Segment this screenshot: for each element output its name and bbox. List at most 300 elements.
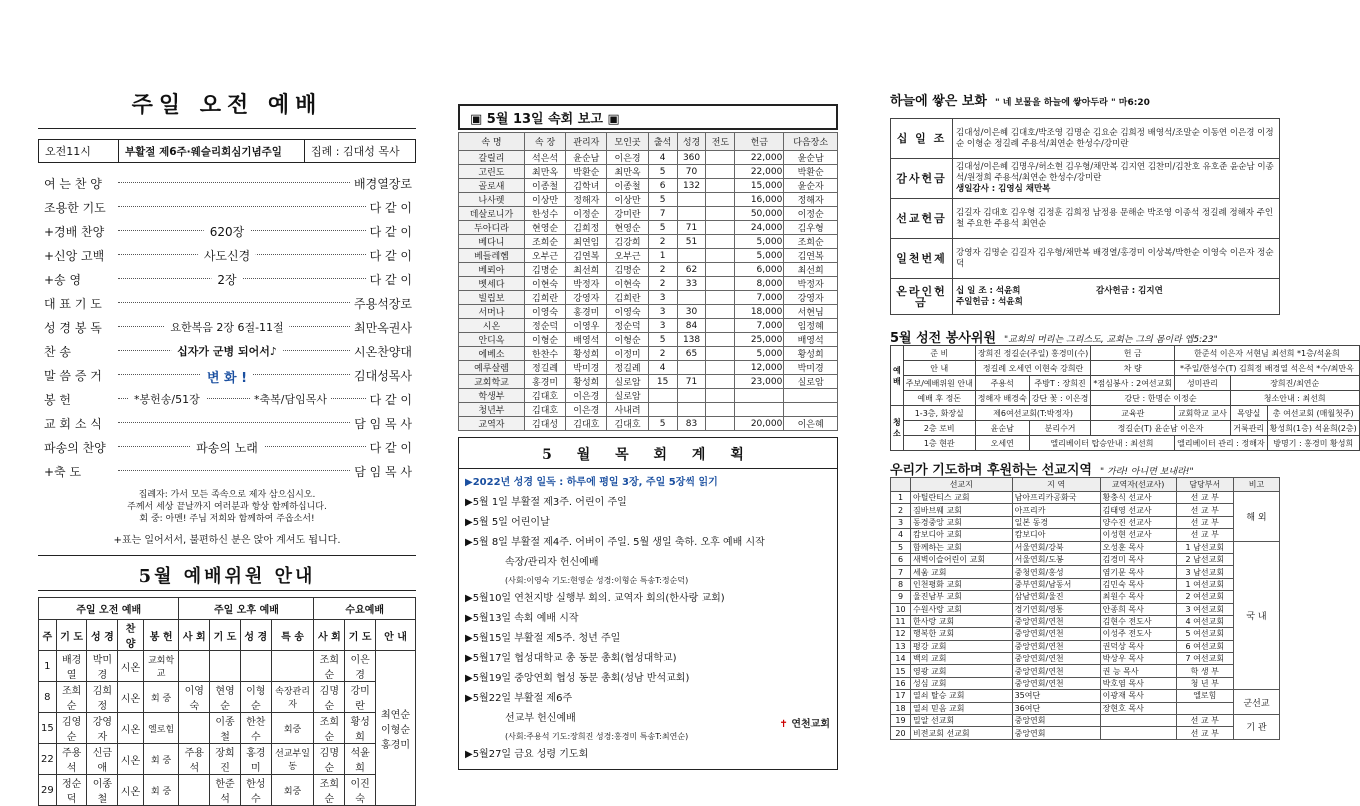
mission-row — [891, 727, 1280, 739]
report-cell: 138 — [677, 333, 706, 347]
svc-cell: 교육관 — [1091, 406, 1175, 421]
report-cell: 65 — [677, 347, 706, 361]
schedule-cell: 1 — [39, 651, 57, 682]
report-cell: 5,000 — [735, 235, 784, 249]
schedule-cell: 황성희 — [345, 713, 376, 744]
cell-report-table — [458, 132, 838, 431]
offering-text: 김대성/이은혜 김명우/허소현 김우형/채만복 김지연 김찬미/김찬호 유호준 윤순남 이종석/원정희 주용석/최연순 한성수/강미란 — [956, 162, 1274, 183]
schedule-cell: 회중 — [271, 775, 314, 806]
report-cell: 1 — [648, 249, 677, 263]
report-cell: 골로새 — [459, 179, 525, 193]
schedule-cell: 속장관리자 — [271, 682, 314, 713]
mission-cell: 김경미 목사 — [1100, 553, 1176, 565]
report-row — [459, 291, 838, 305]
mission-cell: 5 여선교회 — [1176, 628, 1233, 640]
mission-row — [891, 615, 1280, 627]
report-cell: 360 — [677, 151, 706, 165]
report-cell — [677, 193, 706, 207]
mission-row — [891, 715, 1280, 727]
service-table — [890, 345, 1360, 451]
mission-head: 교역자(선교사) — [1100, 478, 1176, 492]
order-item: +신앙 고백 — [44, 249, 105, 263]
church-logo: ✝ 연천교회 — [779, 719, 830, 730]
report-cell: 배영석 — [784, 333, 838, 347]
mission-cell: 비전교회 선교회 — [911, 727, 1013, 739]
report-cell — [706, 389, 735, 403]
schedule-head: 기 도 — [345, 620, 376, 651]
report-cell: 강영자 — [566, 291, 607, 305]
report-cell — [706, 179, 735, 193]
order-item: 찬 송 — [44, 345, 71, 359]
report-cell: 안디옥 — [459, 333, 525, 347]
report-cell: 윤순자 — [784, 179, 838, 193]
report-head: 헌금 — [735, 133, 784, 151]
report-cell: 3 — [648, 291, 677, 305]
mission-cell: 백의 교회 — [911, 653, 1013, 665]
mission-row — [891, 665, 1280, 677]
mission-cell: 안종희 목사 — [1100, 603, 1176, 615]
schedule-cell: 김명순 — [314, 744, 345, 775]
report-cell: 김강희 — [607, 235, 648, 249]
mission-cell: 일본 동경 — [1012, 516, 1100, 528]
mission-cell: 인천평화 교회 — [911, 578, 1013, 590]
mission-cell: 이성현 선교사 — [1100, 529, 1176, 541]
report-row — [459, 207, 838, 221]
report-cell: 이종철 — [607, 179, 648, 193]
mission-cell: 16 — [891, 677, 911, 689]
schedule-cell: 29 — [39, 775, 57, 806]
report-row — [459, 417, 838, 431]
mission-cell: 1 남선교회 — [1176, 541, 1233, 553]
mission-row — [891, 628, 1280, 640]
mission-cell: 캄보디아 — [1012, 529, 1100, 541]
mission-cell: 중부연회/남동서 — [1012, 578, 1100, 590]
schedule-cell: 시온 — [118, 744, 144, 775]
report-cell: 이형순 — [607, 333, 648, 347]
order-item: +송 영 — [44, 273, 82, 287]
mission-row — [891, 702, 1280, 714]
mission-row — [891, 566, 1280, 578]
standing-note: +표는 일어서서, 불편하신 분은 앉아 계셔도 됩니다. — [113, 535, 341, 546]
report-cell: 김명순 — [524, 263, 565, 277]
plan-item: ▶5월10일 연천지방 실행부 회의. 교역자 회의(한사랑 교회) — [465, 593, 725, 604]
order-detail: 십자가 군병 되어서♪ — [171, 343, 283, 359]
report-cell: 최선희 — [784, 263, 838, 277]
report-cell: 5 — [648, 417, 677, 431]
order-row — [38, 267, 416, 291]
report-cell: 2 — [648, 347, 677, 361]
report-cell: 김학녀 — [566, 179, 607, 193]
order-dots — [118, 182, 368, 183]
mission-cell: 경기연회/영통 — [1012, 603, 1100, 615]
report-cell: 18,000 — [735, 305, 784, 319]
report-cell: 7 — [648, 207, 677, 221]
report-cell: 서현님 — [784, 305, 838, 319]
report-cell: 5 — [648, 165, 677, 179]
mission-row — [891, 603, 1280, 615]
report-cell: 이영숙 — [524, 305, 565, 319]
schedule-head: 성 경 — [87, 620, 118, 651]
report-cell: 데살로니가 — [459, 207, 525, 221]
schedule-cell: 이영숙 — [179, 682, 210, 713]
report-cell: 5,000 — [735, 249, 784, 263]
mission-cell: 엘로힘 — [1176, 690, 1233, 702]
schedule-cell: 엘로힘 — [143, 713, 179, 744]
schedule-cell: 한준석 — [210, 775, 241, 806]
mission-cell: 수원사랑 교회 — [911, 603, 1013, 615]
plan-item: ▶5월19일 중앙연회 협성 동문 총회(성남 반석교회) — [465, 673, 690, 684]
plan-item: ▶5월 1일 부활절 제3주. 어린이 주일 — [465, 497, 627, 508]
mission-cell: 선 교 부 — [1176, 492, 1233, 504]
mission-cell: 김태영 선교사 — [1100, 504, 1176, 516]
report-row — [459, 235, 838, 249]
service-side-worship: 예배 — [891, 346, 904, 406]
report-cell — [677, 291, 706, 305]
report-cell: 한찬수 — [524, 347, 565, 361]
report-cell: 4 — [648, 151, 677, 165]
report-header-row — [459, 133, 838, 151]
svc-cell: 교회학교 교사 — [1175, 406, 1231, 421]
order-item: +축 도 — [44, 465, 82, 479]
report-cell — [706, 319, 735, 333]
schedule-cell: 8 — [39, 682, 57, 713]
order-row — [38, 291, 416, 315]
report-cell — [706, 347, 735, 361]
report-cell — [706, 333, 735, 347]
offering-names — [953, 119, 1280, 159]
benediction-line: 주께서 세상 끝날까지 여러분과 항상 함께하십니다. — [127, 502, 327, 512]
schedule-row — [39, 651, 416, 682]
schedule-head: 찬 양 — [118, 620, 144, 651]
mission-cell: 아틸란티스 교회 — [911, 492, 1013, 504]
report-cell: 김연복 — [566, 249, 607, 263]
report-cell: 정길례 — [607, 361, 648, 375]
schedule-cell: 석윤희 — [345, 744, 376, 775]
worship-order-section — [38, 80, 416, 805]
schedule-table — [38, 597, 416, 806]
order-row — [38, 411, 416, 435]
mission-row — [891, 677, 1280, 689]
report-cell: 벳세다 — [459, 277, 525, 291]
report-cell: 5 — [648, 193, 677, 207]
mission-cell: 청 년 부 — [1176, 677, 1233, 689]
report-cell: 박미경 — [784, 361, 838, 375]
mission-head: 비고 — [1234, 478, 1280, 492]
report-cell: 7,000 — [735, 319, 784, 333]
report-cell: 이현숙 — [607, 277, 648, 291]
report-cell: 2 — [648, 277, 677, 291]
report-cell: 30 — [677, 305, 706, 319]
mission-cell: 17 — [891, 690, 911, 702]
mission-cell: 이성주 전도사 — [1100, 628, 1176, 640]
offering-names — [953, 239, 1280, 279]
mission-note: 국 내 — [1234, 541, 1280, 690]
report-cell: 84 — [677, 319, 706, 333]
svc-cell: 주방T : 장희진 — [1029, 376, 1091, 391]
report-cell: 이은경 — [607, 151, 648, 165]
schedule-cell: 주용석 — [179, 744, 210, 775]
report-cell — [706, 375, 735, 389]
report-head: 모인곳 — [607, 133, 648, 151]
report-cell — [677, 403, 706, 417]
schedule-head: 안 내 — [376, 620, 416, 651]
schedule-cell: 신금애 — [87, 744, 118, 775]
order-person: 다 같 이 — [366, 439, 412, 456]
report-row — [459, 347, 838, 361]
report-cell — [706, 193, 735, 207]
schedule-cell: 시온 — [118, 651, 144, 682]
report-cell: 33 — [677, 277, 706, 291]
report-cell: 황성희 — [784, 347, 838, 361]
schedule-cell: 회 중 — [143, 744, 179, 775]
mission-cell: 19 — [891, 715, 911, 727]
svc-cell: 1층 현관 — [903, 436, 975, 451]
mission-cell: 중앙연회/연천 — [1012, 653, 1100, 665]
svc-cell: 윤순남 — [975, 421, 1029, 436]
report-cell: 62 — [677, 263, 706, 277]
mission-row — [891, 690, 1280, 702]
report-cell — [706, 221, 735, 235]
mission-row — [891, 504, 1280, 516]
report-cell: 강영자 — [784, 291, 838, 305]
service-leader: 집례 : 김대성 목사 — [311, 145, 400, 158]
schedule-cell: 시온 — [118, 682, 144, 713]
mission-cell: 서울연회/강북 — [1012, 541, 1100, 553]
order-detail: 620장 — [204, 223, 251, 240]
report-cell — [735, 403, 784, 417]
mission-cell: 중앙연회 — [1012, 727, 1100, 739]
report-cell: 윤순남 — [566, 151, 607, 165]
mission-cell: 중앙연회/연천 — [1012, 665, 1100, 677]
report-cell: 최선희 — [566, 263, 607, 277]
order-row — [38, 339, 416, 363]
mission-cell: 중청연회/홍성 — [1012, 566, 1100, 578]
report-head: 전도 — [706, 133, 735, 151]
order-row — [38, 243, 416, 267]
mission-cell: 박상우 목사 — [1100, 653, 1176, 665]
mission-cell: 14 — [891, 653, 911, 665]
svc-cell: 강단 : 한명순 이정순 — [1091, 391, 1230, 406]
report-cell: 24,000 — [735, 221, 784, 235]
schedule-cell: 배경열 — [56, 651, 87, 682]
svc-cell: 주보/예배위원 안내 — [903, 376, 975, 391]
mission-cell: 선 교 부 — [1176, 727, 1233, 739]
schedule-cell: 이종철 — [210, 713, 241, 744]
report-cell — [648, 403, 677, 417]
order-person: 담 임 목 사 — [350, 415, 412, 432]
offering-label: 십 일 조 — [891, 119, 953, 159]
mission-cell — [1100, 727, 1176, 739]
order-person: 시온찬양대 — [350, 343, 412, 360]
report-cell: 예루살렘 — [459, 361, 525, 375]
mission-row — [891, 578, 1280, 590]
report-cell — [706, 403, 735, 417]
svc-cell: 헌 금 — [1091, 346, 1175, 361]
service-side-cleaning: 청소 — [891, 406, 904, 451]
schedule-head: 사 회 — [314, 620, 345, 651]
offering-table — [890, 118, 1280, 315]
report-cell — [784, 389, 838, 403]
schedule-cell: 주용석 — [56, 744, 87, 775]
mission-cell: 김민숙 목사 — [1100, 578, 1176, 590]
report-cell: 박정자 — [784, 277, 838, 291]
schedule-cell — [179, 651, 210, 682]
order-list — [38, 171, 416, 483]
svc-cell: 주용석 — [975, 376, 1029, 391]
mission-cell: 남아프리카공화국 — [1012, 492, 1100, 504]
svc-cell: 예배 후 정돈 — [903, 391, 975, 406]
mission-cell: 중앙연회 — [1012, 715, 1100, 727]
mission-cell: 5 — [891, 541, 911, 553]
report-cell: 베다니 — [459, 235, 525, 249]
mission-row — [891, 516, 1280, 528]
report-cell: 이정순 — [784, 207, 838, 221]
benediction-text — [38, 489, 416, 525]
report-cell: 5 — [648, 221, 677, 235]
mission-cell: 울진남부 교회 — [911, 591, 1013, 603]
mission-cell: 권덕상 목사 — [1100, 640, 1176, 652]
benediction-line: 회 중: 아멘! 주님 저희와 함께하여 주옵소서! — [139, 514, 315, 524]
mission-cell: 3 여선교회 — [1176, 603, 1233, 615]
mission-cell: 35여단 — [1012, 690, 1100, 702]
mission-cell — [1100, 715, 1176, 727]
svc-cell: 2층 로비 — [903, 421, 975, 436]
schedule-cell: 한찬수 — [240, 713, 271, 744]
schedule-head: 기 도 — [56, 620, 87, 651]
report-cell: 나사렛 — [459, 193, 525, 207]
svc-cell: 정길순(T) 윤순남 이은자 — [1091, 421, 1230, 436]
svc-cell: 분리수거 — [1029, 421, 1091, 436]
order-row — [38, 363, 416, 387]
report-row — [459, 263, 838, 277]
mission-cell: 짐바브웨 교회 — [911, 504, 1013, 516]
report-cell: 정순덕 — [524, 319, 565, 333]
offering-text: 강영자 김명순 김길자 김우형/채만복 배경열/홍경미 이상복/박한순 이영숙 이은자 정순덕 — [956, 247, 1274, 269]
order-row — [38, 435, 416, 459]
mission-cell: 36여단 — [1012, 702, 1100, 714]
report-cell — [677, 249, 706, 263]
plan-item: ▶5월13일 속회 예배 시작 — [465, 613, 579, 624]
report-row — [459, 319, 838, 333]
report-cell: 정길례 — [524, 361, 565, 375]
schedule-head: 특 송 — [271, 620, 314, 651]
report-cell: 박환순 — [784, 165, 838, 179]
mission-cell: 10 — [891, 603, 911, 615]
report-cell: 강미란 — [607, 207, 648, 221]
offering-label: 온라인헌금 — [891, 279, 953, 315]
report-cell — [706, 207, 735, 221]
report-cell: 석은석 — [524, 151, 565, 165]
report-cell — [706, 277, 735, 291]
schedule-cell: 이종철 — [87, 775, 118, 806]
schedule-row — [39, 775, 416, 806]
report-cell: 16,000 — [735, 193, 784, 207]
mission-cell: 학 생 부 — [1176, 665, 1233, 677]
report-cell: 조희순 — [524, 235, 565, 249]
order-detail: 사도신경 — [198, 247, 256, 264]
schedule-cell — [210, 651, 241, 682]
mission-cell: 13 — [891, 640, 911, 652]
svc-cell: 강단 꽃 : 이은경 — [1029, 391, 1091, 406]
mission-cell: 함께하는 교회 — [911, 541, 1013, 553]
schedule-head: 사 회 — [179, 620, 210, 651]
mission-cell: 선 교 부 — [1176, 715, 1233, 727]
report-row — [459, 221, 838, 235]
mission-cell: 삼남연회/울진 — [1012, 591, 1100, 603]
mission-cell: 동경중앙 교회 — [911, 516, 1013, 528]
svc-cell: *주일/한성수(T) 김희정 배경열 석은석 *수/최만옥 — [1175, 361, 1360, 376]
benediction-line: 집례자: 가서 모든 족속으로 제자 삼으십시오. — [138, 490, 316, 500]
mission-cell: 양수진 선교사 — [1100, 516, 1176, 528]
report-cell: 정순덕 — [607, 319, 648, 333]
schedule-cell — [179, 713, 210, 744]
order-row — [38, 171, 416, 195]
schedule-cell: 홍경미 — [240, 744, 271, 775]
report-cell: 김우형 — [784, 221, 838, 235]
mission-cell: 2 여선교회 — [1176, 591, 1233, 603]
report-cell — [706, 417, 735, 431]
report-row — [459, 249, 838, 263]
report-cell: 임정혜 — [784, 319, 838, 333]
report-cell: 이영숙 — [607, 305, 648, 319]
report-cell: 이형순 — [524, 333, 565, 347]
svc-cell: 안 내 — [903, 361, 975, 376]
order-detail: 변 화 ! — [201, 367, 253, 386]
schedule-cell: 이은경 — [345, 651, 376, 682]
mission-cell: 박호염 목사 — [1100, 677, 1176, 689]
group-morning: 주일 오전 예배 — [39, 598, 179, 620]
order-item: 봉 헌 — [44, 393, 71, 407]
plan-item: ▶5월27일 금요 성령 기도회 — [465, 749, 589, 760]
service-info-bar — [38, 139, 416, 163]
schedule-cell: 장희진 — [210, 744, 241, 775]
report-cell: 박환순 — [566, 165, 607, 179]
report-cell: 시온 — [459, 319, 525, 333]
report-cell: 김대호 — [566, 417, 607, 431]
report-cell: 실로암 — [607, 389, 648, 403]
plan-list — [465, 493, 831, 765]
report-cell: 박미경 — [566, 361, 607, 375]
plan-item: (사회:주용석 기도:장희진 성경:홍경미 특송T:최연순) — [505, 732, 689, 741]
mission-cell: 장현호 목사 — [1100, 702, 1176, 714]
schedule-cell: 현영순 — [210, 682, 241, 713]
schedule-cell: 시온 — [118, 713, 144, 744]
svc-cell: 한준석 이은자 서현님 최선희 *1층/석윤희 — [1175, 346, 1360, 361]
mission-cell: 선 교 부 — [1176, 529, 1233, 541]
report-cell: 25,000 — [735, 333, 784, 347]
mission-head — [891, 478, 911, 492]
svc-cell: 엘리베이터 탑승안내 : 최선희 — [1029, 436, 1174, 451]
mission-cell: 4 — [891, 529, 911, 541]
mission-cell: 밀알 선교회 — [911, 715, 1013, 727]
report-cell: 정해자 — [784, 193, 838, 207]
report-cell: 황성희 — [566, 347, 607, 361]
mission-cell: 4 여선교회 — [1176, 615, 1233, 627]
mission-cell: 1 여선교회 — [1176, 578, 1233, 590]
mission-cell: 18 — [891, 702, 911, 714]
mission-cell: 중앙연회/연천 — [1012, 640, 1100, 652]
report-cell — [648, 389, 677, 403]
report-cell: 김명순 — [607, 263, 648, 277]
mission-head: 선교지 — [911, 478, 1013, 492]
mission-cell: 8 — [891, 578, 911, 590]
report-row — [459, 305, 838, 319]
report-cell: 배영석 — [566, 333, 607, 347]
plan-item: 선교부 헌신예배 — [505, 713, 576, 724]
report-row — [459, 403, 838, 417]
mission-cell: 11 — [891, 615, 911, 627]
offering-row — [891, 239, 1280, 279]
